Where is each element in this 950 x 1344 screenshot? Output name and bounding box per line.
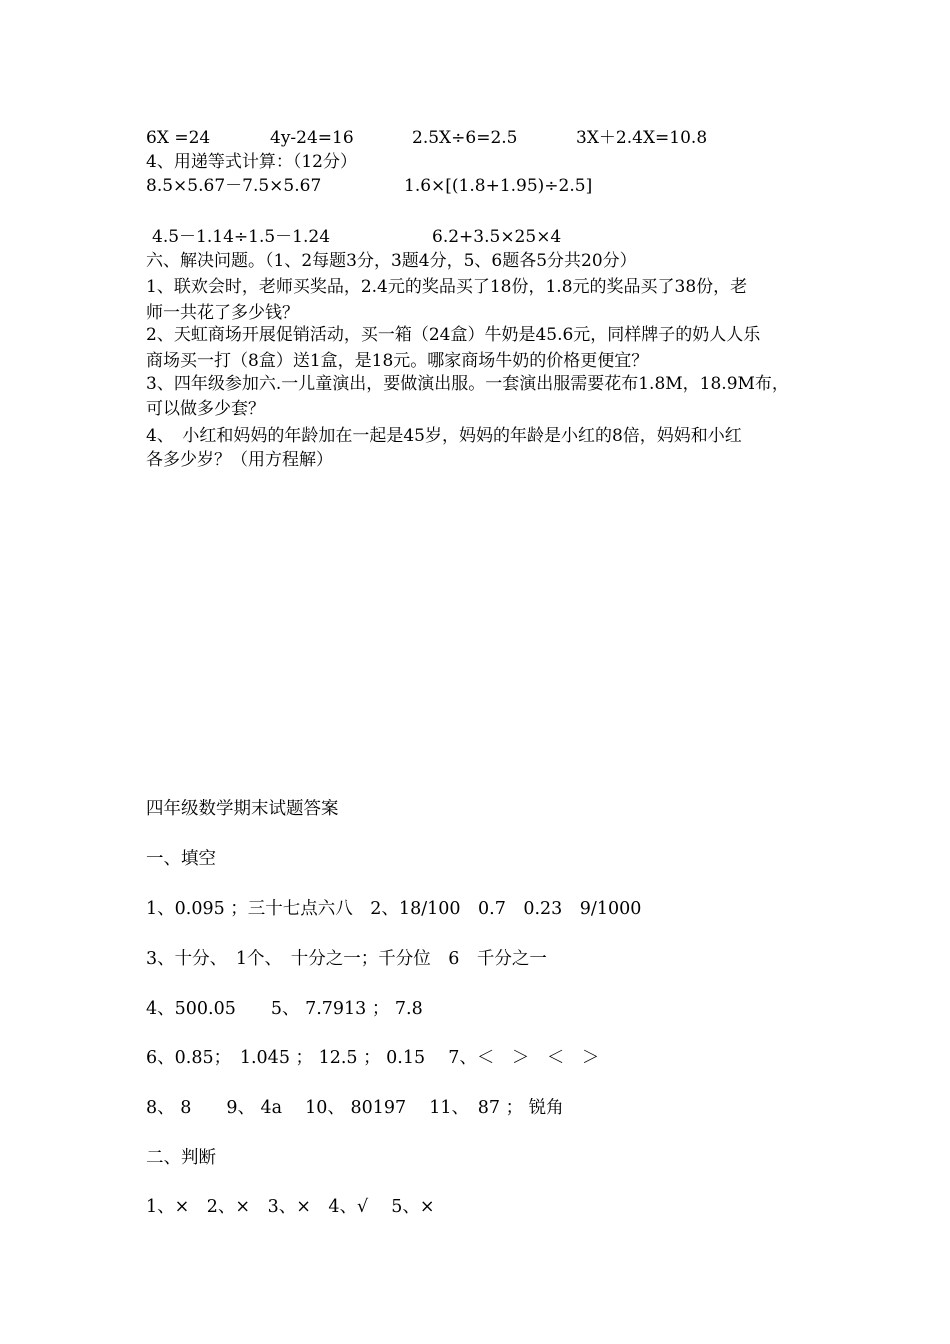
calc-expression-1: 8.5×5.67－7.5×5.67 bbox=[146, 176, 322, 196]
question-4-title: 4、用递等式计算：（12分） bbox=[146, 152, 357, 172]
problem-line: 3、四年级参加六.一儿童演出，要做演出服。一套演出服需要花布1.8M，18.9M布， bbox=[146, 374, 789, 394]
problem-line: 商场买一打（8盒）送1盒，是18元。哪家商场牛奶的价格更便宜？ bbox=[146, 351, 649, 371]
equation-4: 3X＋2.4X=10.8 bbox=[576, 128, 708, 148]
equation-3: 2.5X÷6=2.5 bbox=[412, 128, 518, 148]
problem-line: 1、联欢会时，老师买奖品，2.4元的奖品买了18份，1.8元的奖品买了38份，老 bbox=[146, 277, 748, 297]
problem-line: 可以做多少套？ bbox=[146, 399, 265, 419]
equation-2: 4y-24=16 bbox=[270, 128, 354, 148]
problem-line: 师一共花了多少钱？ bbox=[146, 303, 299, 323]
calc-expression-4: 6.2+3.5×25×4 bbox=[432, 227, 562, 247]
answer-line: 8、 8 9、 4a 10、 80197 11、 87 ； 锐角 bbox=[146, 1098, 564, 1118]
answer-line: 6、0.85； 1.045 ； 12.5 ； 0.15 7、＜ ＞ ＜ ＞ bbox=[146, 1048, 600, 1068]
calc-expression-2: 1.6×[(1.8+1.95)÷2.5] bbox=[404, 176, 593, 196]
answers-section-1-heading: 一、填空 bbox=[146, 849, 216, 869]
equation-1: 6X =24 bbox=[146, 128, 211, 148]
problem-line: 各多少岁？（用方程解） bbox=[146, 450, 333, 470]
answer-line: 4、500.05 5、 7.7913 ； 7.8 bbox=[146, 999, 423, 1019]
answers-section-2-heading: 二、判断 bbox=[146, 1148, 216, 1168]
problem-line: 2、天虹商场开展促销活动，买一箱（24盒）牛奶是45.6元，同样牌子的奶人人乐 bbox=[146, 325, 761, 345]
section-6-title: 六、解决问题。（1、2每题3分，3题4分，5、6题各5分共20分） bbox=[146, 251, 637, 271]
answer-line: 1、0.095 ；三十七点六八 2、18/100 0.7 0.23 9/1000 bbox=[146, 899, 642, 919]
calc-expression-3: 4.5－1.14÷1.5－1.24 bbox=[152, 227, 331, 247]
judgement-answers: 1、× 2、× 3、× 4、√ 5、× bbox=[146, 1197, 435, 1217]
problem-line: 4、 小红和妈妈的年龄加在一起是45岁，妈妈的年龄是小红的8倍，妈妈和小红 bbox=[146, 426, 742, 446]
answers-title: 四年级数学期末试题答案 bbox=[146, 799, 339, 819]
answer-line: 3、十分、 1个、 十分之一；千分位 6 千分之一 bbox=[146, 949, 547, 969]
